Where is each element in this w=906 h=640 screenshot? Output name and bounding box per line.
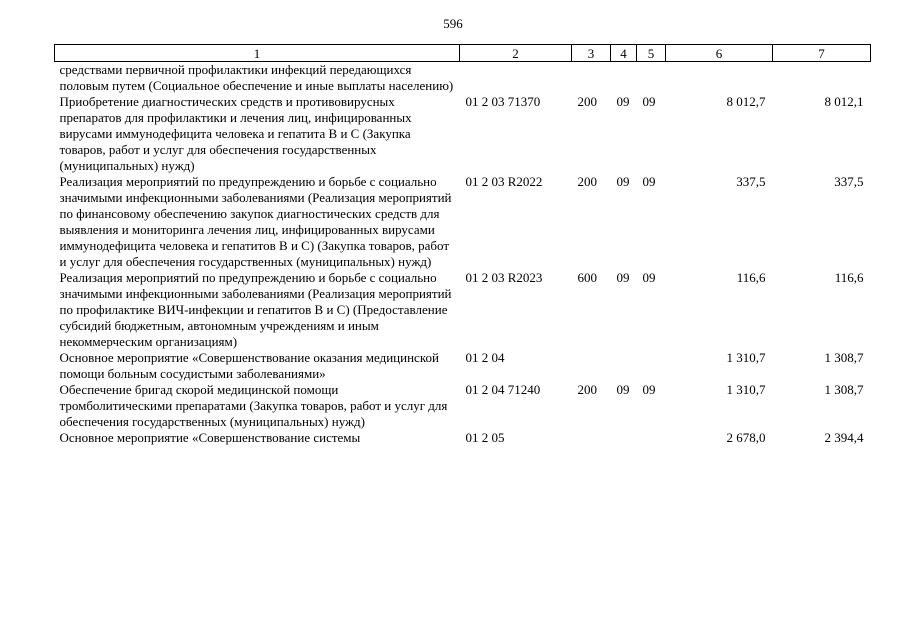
budget-table <box>54 44 871 446</box>
row-name: Реализация мероприятий по предупреждению и борьбе с социально значимыми инфекционными заболеваниями (Реализация мероприятий по профилактике ВИЧ-инфекции и гепатитов В и С) (Предоставление субсидий бюджетным, автономным учреждениям и иным некоммерческим организациям) <box>59 270 452 349</box>
header-cell: 2 <box>460 45 572 62</box>
row-code: 01 2 04 <box>465 350 505 365</box>
table-row <box>55 382 871 430</box>
row-name: Приобретение диагностических средств и противовирусных препаратов для профилактики и лечения лиц, инфицированных вирусами иммунодефицита человека и гепатита В и С (Закупка товаров, работ и услуг для обеспечения государственных (муниципальных) нужд) <box>59 94 412 173</box>
row-sum1: 8 012,7 <box>726 94 766 109</box>
table-row <box>55 430 871 446</box>
row-sum2: 116,6 <box>834 270 864 285</box>
row-pr <box>637 350 666 382</box>
header-cell: 3 <box>572 45 611 62</box>
row-pr: 09 <box>642 270 656 285</box>
row-vr <box>572 350 611 382</box>
row-sum1: 1 310,7 <box>726 350 766 365</box>
table-row <box>55 62 871 95</box>
row-code <box>460 62 572 95</box>
row-pr <box>637 62 666 95</box>
header-cell: 7 <box>773 45 871 62</box>
row-code: 01 2 03 R2022 <box>465 174 543 189</box>
row-vr <box>572 62 611 95</box>
table-row <box>55 350 871 382</box>
row-pr <box>637 430 666 446</box>
row-sum2: 2 394,4 <box>824 430 864 445</box>
row-rz <box>611 350 637 382</box>
page-number: 596 <box>443 16 463 31</box>
row-name: Основное мероприятие «Совершенствование оказания медицинской помощи больным сосудистыми заболеваниями» <box>59 350 439 381</box>
row-vr <box>572 430 611 446</box>
row-code: 01 2 03 71370 <box>465 94 541 109</box>
row-pr: 09 <box>642 174 656 189</box>
row-sum1: 337,5 <box>736 174 766 189</box>
row-pr: 09 <box>642 382 656 397</box>
row-rz: 09 <box>616 94 630 109</box>
table-row <box>55 270 871 350</box>
row-sum2: 1 308,7 <box>824 382 864 397</box>
row-sum1 <box>666 62 773 95</box>
table-row <box>55 94 871 174</box>
row-code: 01 2 03 R2023 <box>465 270 543 285</box>
row-rz: 09 <box>616 270 630 285</box>
row-rz <box>611 62 637 95</box>
row-name: Реализация мероприятий по предупреждению и борьбе с социально значимыми инфекционными заболеваниями (Реализация мероприятий по финансовому обеспечению закупок диагностических средств для выявления и мониторинга лечения лиц, инфицированных вирусами иммунодефицита человека и гепатитов В и С) (Закупка товаров, работ и услуг для обеспечения государственных (муниципальных) нужд) <box>59 174 452 269</box>
row-rz: 09 <box>616 382 630 397</box>
row-vr: 200 <box>577 94 597 109</box>
row-sum2 <box>773 62 871 95</box>
header-row <box>55 45 871 62</box>
row-rz <box>611 430 637 446</box>
row-sum2: 8 012,1 <box>824 94 864 109</box>
row-pr: 09 <box>642 94 656 109</box>
row-sum2: 1 308,7 <box>824 350 864 365</box>
row-rz: 09 <box>616 174 630 189</box>
row-name: Основное мероприятие «Совершенствование системы <box>59 430 361 445</box>
row-name: Обеспечение бригад скорой медицинской помощи тромболитическими препаратами (Закупка товаров, работ и услуг для обеспечения государственных (муниципальных) нужд) <box>59 382 448 429</box>
row-sum1: 1 310,7 <box>726 382 766 397</box>
header-cell: 6 <box>666 45 773 62</box>
row-vr: 600 <box>577 270 597 285</box>
row-vr: 200 <box>577 174 597 189</box>
row-code: 01 2 05 <box>465 430 505 445</box>
row-sum2: 337,5 <box>834 174 864 189</box>
row-vr: 200 <box>577 382 597 397</box>
table-row <box>55 174 871 270</box>
row-sum1: 116,6 <box>736 270 766 285</box>
row-code: 01 2 04 71240 <box>465 382 541 397</box>
header-cell: 1 <box>55 45 460 62</box>
row-sum1: 2 678,0 <box>726 430 766 445</box>
header-cell: 5 <box>637 45 666 62</box>
row-name: средствами первичной профилактики инфекций передающихся половым путем (Социальное обеспечение и иные выплаты населению) <box>59 62 454 93</box>
header-cell: 4 <box>611 45 637 62</box>
